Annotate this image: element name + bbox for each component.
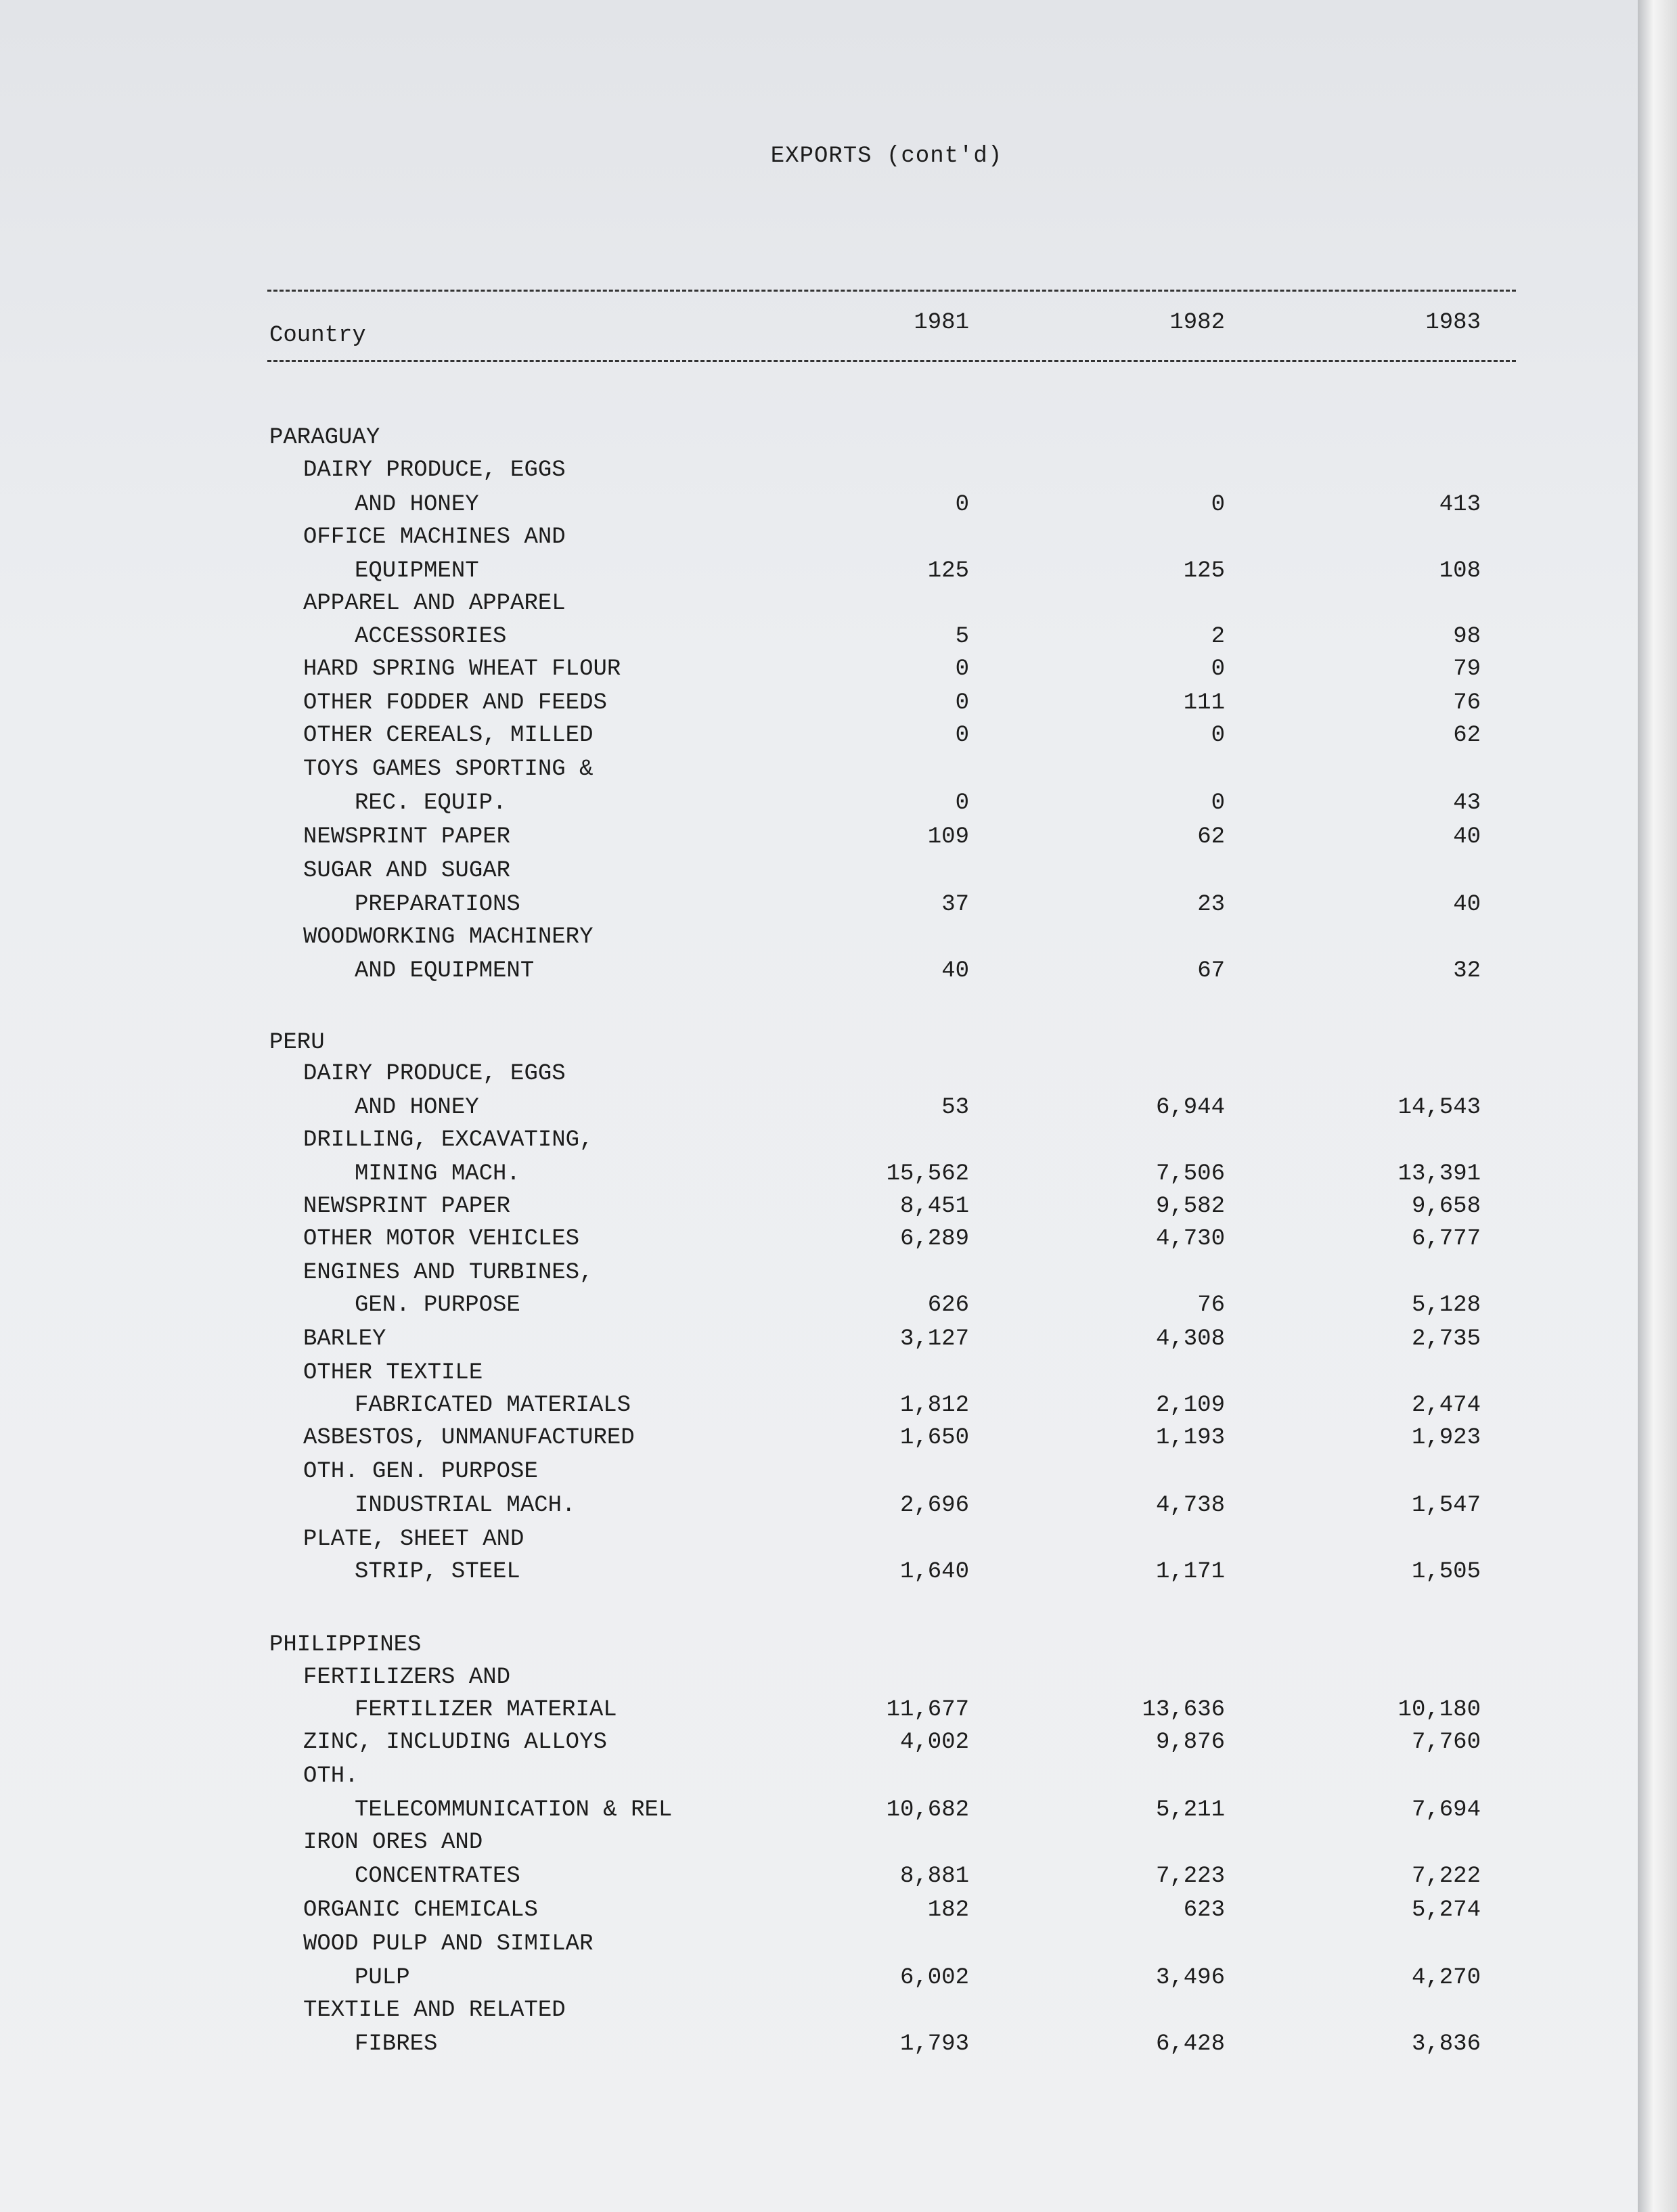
- value-1982: 0: [1211, 790, 1225, 816]
- value-1981: 109: [927, 824, 969, 850]
- value-1983: 40: [1453, 892, 1481, 918]
- commodity-label: GEN. PURPOSE: [355, 1292, 520, 1318]
- commodity-label: ACCESSORIES: [355, 624, 507, 650]
- value-1982: 6,428: [1155, 2031, 1225, 2057]
- value-1982: 0: [1211, 723, 1225, 748]
- value-1983: 40: [1453, 824, 1481, 850]
- table-row: [0, 2031, 1638, 2065]
- value-1983: 10,180: [1398, 1697, 1481, 1723]
- value-1983: 7,760: [1411, 1730, 1481, 1755]
- table-row: [0, 1931, 1638, 1965]
- commodity-label: ZINC, INCLUDING ALLOYS: [303, 1730, 607, 1755]
- value-1983: 13,391: [1398, 1161, 1481, 1187]
- table-row: [0, 591, 1638, 625]
- table-row: [0, 1260, 1638, 1294]
- value-1981: 1,650: [899, 1425, 969, 1451]
- table-row: [0, 858, 1638, 892]
- value-1981: 6,289: [899, 1226, 969, 1252]
- value-1983: 32: [1453, 958, 1481, 984]
- value-1982: 623: [1183, 1897, 1225, 1923]
- commodity-label: TELECOMMUNICATION & REL: [355, 1797, 673, 1823]
- commodity-label: FIBRES: [355, 2031, 438, 2057]
- commodity-label: STRIP, STEEL: [355, 1559, 520, 1585]
- column-header-1982: 1982: [1169, 310, 1225, 336]
- table-row: [0, 1665, 1638, 1698]
- value-1983: 5,128: [1411, 1292, 1481, 1318]
- commodity-label: BARLEY: [303, 1326, 386, 1352]
- header-top-rule: [267, 290, 1516, 292]
- value-1982: 9,582: [1155, 1194, 1225, 1219]
- value-1981: 15,562: [886, 1161, 969, 1187]
- table-row: [0, 690, 1638, 724]
- commodity-label: FERTILIZERS AND: [303, 1665, 511, 1690]
- value-1981: 8,451: [899, 1194, 969, 1219]
- value-1981: 40: [941, 958, 969, 984]
- value-1981: 2,696: [899, 1493, 969, 1518]
- table-row: [0, 1797, 1638, 1831]
- value-1981: 0: [955, 690, 969, 716]
- value-1983: 4,270: [1411, 1965, 1481, 1991]
- commodity-label: AND HONEY: [355, 492, 479, 518]
- table-row: [0, 1292, 1638, 1326]
- value-1982: 76: [1197, 1292, 1225, 1318]
- table-row: [0, 1393, 1638, 1426]
- commodity-label: PREPARATIONS: [355, 892, 520, 918]
- commodity-label: OTHER TEXTILE: [303, 1360, 483, 1386]
- value-1983: 14,543: [1398, 1095, 1481, 1121]
- value-1983: 43: [1453, 790, 1481, 816]
- value-1983: 1,505: [1411, 1559, 1481, 1585]
- value-1982: 2: [1211, 624, 1225, 650]
- commodity-label: ORGANIC CHEMICALS: [303, 1897, 538, 1923]
- commodity-label: WOODWORKING MACHINERY: [303, 924, 594, 950]
- value-1983: 79: [1453, 656, 1481, 682]
- column-header-1983: 1983: [1425, 310, 1481, 336]
- value-1983: 1,923: [1411, 1425, 1481, 1451]
- table-row: [0, 1559, 1638, 1593]
- header-bottom-rule: [267, 360, 1516, 362]
- commodity-label: DRILLING, EXCAVATING,: [303, 1127, 594, 1153]
- value-1983: 5,274: [1411, 1897, 1481, 1923]
- commodity-label: PLATE, SHEET AND: [303, 1527, 524, 1552]
- value-1983: 108: [1439, 558, 1481, 584]
- commodity-label: AND EQUIPMENT: [355, 958, 535, 984]
- table-row: [0, 1763, 1638, 1797]
- value-1982: 111: [1183, 690, 1225, 716]
- table-row: [0, 958, 1638, 992]
- commodity-label: TOYS GAMES SPORTING &: [303, 757, 594, 782]
- value-1981: 8,881: [899, 1864, 969, 1889]
- value-1981: 0: [955, 723, 969, 748]
- commodity-label: FERTILIZER MATERIAL: [355, 1697, 617, 1723]
- value-1981: 0: [955, 656, 969, 682]
- commodity-label: DAIRY PRODUCE, EGGS: [303, 457, 566, 483]
- table-row: [0, 723, 1638, 757]
- table-row: [0, 790, 1638, 824]
- value-1982: 3,496: [1155, 1965, 1225, 1991]
- commodity-label: DAIRY PRODUCE, EGGS: [303, 1061, 566, 1087]
- table-row: [0, 1425, 1638, 1459]
- page-title: EXPORTS (cont'd): [770, 143, 1003, 169]
- country-heading: [0, 425, 1638, 459]
- value-1983: 7,694: [1411, 1797, 1481, 1823]
- value-1983: 76: [1453, 690, 1481, 716]
- commodity-label: OTHER CEREALS, MILLED: [303, 723, 594, 748]
- value-1982: 0: [1211, 656, 1225, 682]
- value-1983: 1,547: [1411, 1493, 1481, 1518]
- value-1982: 4,730: [1155, 1226, 1225, 1252]
- commodity-label: OTHER FODDER AND FEEDS: [303, 690, 607, 716]
- commodity-label: ENGINES AND TURBINES,: [303, 1260, 594, 1286]
- value-1983: 62: [1453, 723, 1481, 748]
- commodity-label: FABRICATED MATERIALS: [355, 1393, 631, 1418]
- table-row: [0, 1965, 1638, 1999]
- value-1981: 3,127: [899, 1326, 969, 1352]
- table-row: [0, 1226, 1638, 1260]
- commodity-label: IRON ORES AND: [303, 1830, 483, 1855]
- value-1983: 98: [1453, 624, 1481, 650]
- table-row: [0, 492, 1638, 526]
- country-name: PERU: [269, 1030, 325, 1056]
- value-1982: 62: [1197, 824, 1225, 850]
- commodity-label: OTH.: [303, 1763, 359, 1789]
- value-1982: 1,171: [1155, 1559, 1225, 1585]
- value-1981: 626: [927, 1292, 969, 1318]
- table-row: [0, 1730, 1638, 1763]
- commodity-label: TEXTILE AND RELATED: [303, 1997, 566, 2023]
- commodity-label: CONCENTRATES: [355, 1864, 520, 1889]
- column-header-country: Country: [269, 323, 366, 348]
- value-1981: 1,812: [899, 1393, 969, 1418]
- table-row: [0, 1194, 1638, 1227]
- value-1981: 182: [927, 1897, 969, 1923]
- commodity-label: INDUSTRIAL MACH.: [355, 1493, 576, 1518]
- table-row: [0, 524, 1638, 558]
- table-row: [0, 1830, 1638, 1864]
- table-row: [0, 1527, 1638, 1560]
- commodity-label: NEWSPRINT PAPER: [303, 1194, 511, 1219]
- value-1982: 9,876: [1155, 1730, 1225, 1755]
- value-1983: 3,836: [1411, 2031, 1481, 2057]
- value-1981: 1,640: [899, 1559, 969, 1585]
- value-1981: 125: [927, 558, 969, 584]
- country-heading: [0, 1632, 1638, 1666]
- value-1983: 2,735: [1411, 1326, 1481, 1352]
- page-edge: [1638, 0, 1677, 2212]
- table-row: [0, 1493, 1638, 1527]
- commodity-label: OTH. GEN. PURPOSE: [303, 1459, 538, 1485]
- value-1982: 0: [1211, 492, 1225, 518]
- commodity-label: ASBESTOS, UNMANUFACTURED: [303, 1425, 635, 1451]
- value-1982: 13,636: [1142, 1697, 1225, 1723]
- value-1981: 0: [955, 790, 969, 816]
- value-1982: 7,506: [1155, 1161, 1225, 1187]
- value-1982: 5,211: [1155, 1797, 1225, 1823]
- commodity-label: SUGAR AND SUGAR: [303, 858, 511, 884]
- table-row: [0, 924, 1638, 958]
- table-row: [0, 1459, 1638, 1493]
- commodity-label: NEWSPRINT PAPER: [303, 824, 511, 850]
- table-row: [0, 1997, 1638, 2031]
- commodity-label: PULP: [355, 1965, 410, 1991]
- value-1981: 6,002: [899, 1965, 969, 1991]
- value-1982: 125: [1183, 558, 1225, 584]
- value-1982: 6,944: [1155, 1095, 1225, 1121]
- value-1982: 1,193: [1155, 1425, 1225, 1451]
- table-row: [0, 1127, 1638, 1161]
- table-row: [0, 624, 1638, 658]
- commodity-label: EQUIPMENT: [355, 558, 479, 584]
- table-row: [0, 1161, 1638, 1195]
- table-row: [0, 892, 1638, 926]
- table-row: [0, 1697, 1638, 1731]
- value-1981: 10,682: [886, 1797, 969, 1823]
- table-row: [0, 1061, 1638, 1095]
- table-row: [0, 457, 1638, 491]
- value-1983: 9,658: [1411, 1194, 1481, 1219]
- value-1983: 7,222: [1411, 1864, 1481, 1889]
- table-row: [0, 1864, 1638, 1897]
- value-1983: 6,777: [1411, 1226, 1481, 1252]
- country-name: PHILIPPINES: [269, 1632, 422, 1658]
- commodity-label: APPAREL AND APPAREL: [303, 591, 566, 616]
- table-row: [0, 656, 1638, 690]
- value-1982: 4,308: [1155, 1326, 1225, 1352]
- value-1982: 23: [1197, 892, 1225, 918]
- value-1981: 11,677: [886, 1697, 969, 1723]
- commodity-label: MINING MACH.: [355, 1161, 520, 1187]
- value-1983: 413: [1439, 492, 1481, 518]
- table-row: [0, 1360, 1638, 1394]
- value-1982: 67: [1197, 958, 1225, 984]
- table-row: [0, 1095, 1638, 1129]
- value-1982: 2,109: [1155, 1393, 1225, 1418]
- commodity-label: AND HONEY: [355, 1095, 479, 1121]
- value-1983: 2,474: [1411, 1393, 1481, 1418]
- commodity-label: WOOD PULP AND SIMILAR: [303, 1931, 594, 1957]
- value-1981: 5: [955, 624, 969, 650]
- value-1981: 4,002: [899, 1730, 969, 1755]
- country-name: PARAGUAY: [269, 425, 380, 451]
- commodity-label: OFFICE MACHINES AND: [303, 524, 566, 550]
- value-1982: 4,738: [1155, 1493, 1225, 1518]
- commodity-label: OTHER MOTOR VEHICLES: [303, 1226, 580, 1252]
- table-row: [0, 1897, 1638, 1931]
- table-row: [0, 1326, 1638, 1360]
- commodity-label: HARD SPRING WHEAT FLOUR: [303, 656, 621, 682]
- table-row: [0, 558, 1638, 592]
- table-row: [0, 824, 1638, 858]
- column-header-1981: 1981: [914, 310, 969, 336]
- commodity-label: REC. EQUIP.: [355, 790, 507, 816]
- table-row: [0, 757, 1638, 790]
- value-1981: 53: [941, 1095, 969, 1121]
- value-1981: 37: [941, 892, 969, 918]
- value-1981: 1,793: [899, 2031, 969, 2057]
- value-1982: 7,223: [1155, 1864, 1225, 1889]
- value-1981: 0: [955, 492, 969, 518]
- country-heading: [0, 1030, 1638, 1064]
